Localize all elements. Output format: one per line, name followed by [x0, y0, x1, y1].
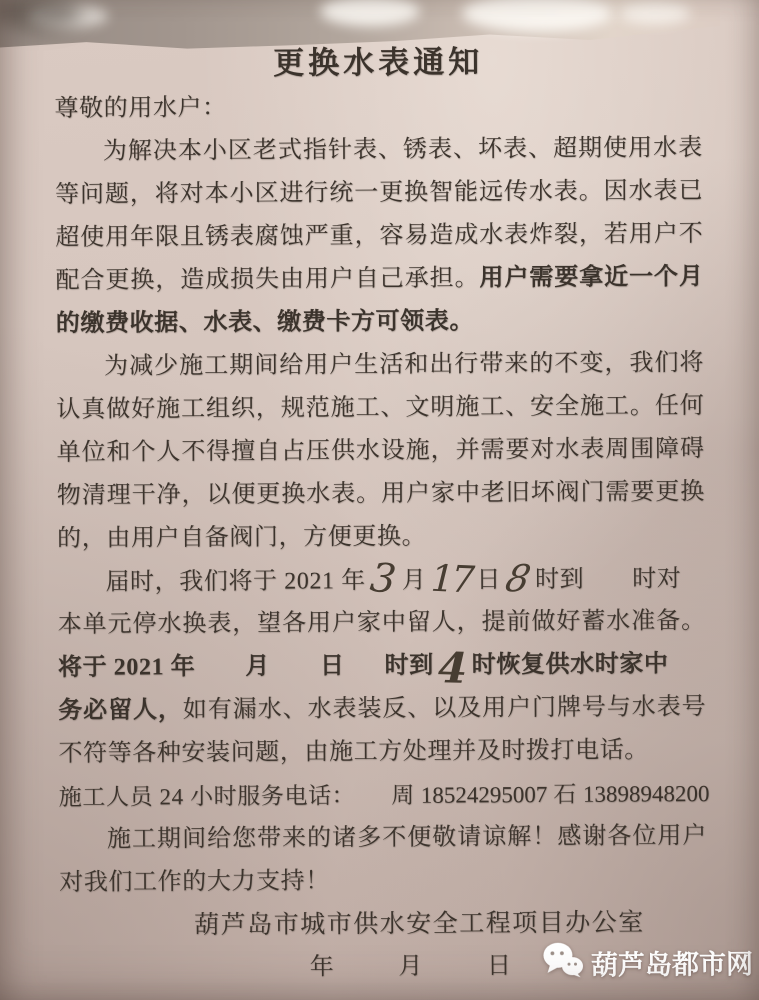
paragraph1-line1: 为解决本小区老式指针表、锈表、坏表、超期使用水表: [102, 135, 703, 165]
resume-suffix-text: 时恢复供水时家中: [471, 651, 669, 679]
contact1-name: 周: [391, 782, 415, 808]
contact2-phone: 13898948200: [582, 780, 710, 807]
day-label: 日: [476, 567, 502, 594]
paragraph3-line1: [57, 554, 705, 604]
closing-line2: 对我们工作的大力支持！: [59, 868, 330, 896]
date-month-label: 月: [398, 953, 424, 980]
contact2-name: 石: [553, 781, 578, 807]
paragraph3-line2: 本单元停水换表，望各用户家中留人，提前做好蓄水准备。: [57, 608, 706, 638]
signature: 葫芦岛市城市供水安全工程项目办公室: [194, 909, 645, 940]
watermark: [542, 940, 753, 985]
handwritten-stop-month: 3: [368, 554, 400, 604]
paragraph1-line4: [55, 256, 703, 303]
paragraph1-line3: 超使用年限且锈表腐蚀严重，容易造成水表炸裂，若用户不: [55, 221, 704, 251]
paragraph3-line5: 不符等各种安装问题，由施工方处理并及时拨打电话。: [58, 737, 649, 767]
paragraph3-line4: [58, 686, 706, 733]
tape-glare: [620, 2, 690, 24]
paragraph2-line1: 为减少施工期间给用户生活和出行带来的不变，我们将: [104, 350, 705, 380]
service-phone-line: [58, 772, 710, 819]
watermark-text: 葫芦岛都市网: [590, 949, 754, 981]
paragraph1-line5-bold: 的缴费收据、水表、缴费卡方可领表。: [55, 308, 475, 337]
resume-hour-to-label: 时到: [384, 652, 434, 679]
handwritten-resume-hour: 4: [437, 643, 469, 693]
paragraph2-line4: 物清理干净，以便更换水表。用户家中老旧坏阀门需要更换: [56, 479, 705, 509]
salutation: 尊敬的用水户：: [54, 94, 227, 122]
resume-date-text: 将于 2021 年: [57, 654, 196, 681]
month-label: 月: [401, 567, 427, 594]
resume-day-label: 日: [319, 653, 345, 680]
paragraph2-line2: 认真做好施工组织，规范施工、文明施工、安全施工。任何: [56, 393, 705, 423]
paragraph2-line3: 单位和个人不得擅自占压供水设施，并需要对水表周围障碍: [56, 436, 705, 466]
hour-to-label: 时到: [534, 566, 585, 594]
notice-sheet: [54, 38, 708, 991]
paragraph1-line2: 等问题，将对本小区进行统一更换智能远传水表。因水表已: [54, 178, 704, 208]
closing-line1: 施工期间给您带来的诸多不便敬请谅解！感谢各位用户: [106, 823, 708, 853]
handwritten-stop-day: 17: [429, 556, 473, 602]
date-year-label: 年: [309, 954, 335, 981]
paragraph1-line4-normal: 配合更换，造成损失由用户自己承担。: [55, 265, 480, 294]
hour-suffix-label: 时对: [632, 566, 682, 593]
stop-date-text: 届时，我们将于 2021 年: [105, 568, 366, 596]
paragraph2-line5: 的，由用户自备阀门，方便更换。: [57, 523, 427, 552]
paragraph1-line4-bold: 用户需要拿近一个月: [479, 264, 704, 292]
paragraph3-line4-bold: 务必留人，: [58, 697, 183, 724]
paragraph3-line4-normal: 如有漏水、水表装反、以及用户门牌号与水表号: [182, 694, 707, 724]
resume-month-label: 月: [245, 653, 271, 680]
handwritten-stop-hour: 8: [501, 557, 535, 601]
wechat-icon: [542, 942, 584, 985]
contact1-phone: 18524295007: [420, 781, 548, 808]
service-phone-label: 施工人员 24 小时服务电话：: [58, 783, 356, 810]
paragraph3-line3: [57, 643, 706, 693]
date-day-label: 日: [486, 953, 512, 980]
notice-title: 更换水表通知: [273, 44, 484, 81]
